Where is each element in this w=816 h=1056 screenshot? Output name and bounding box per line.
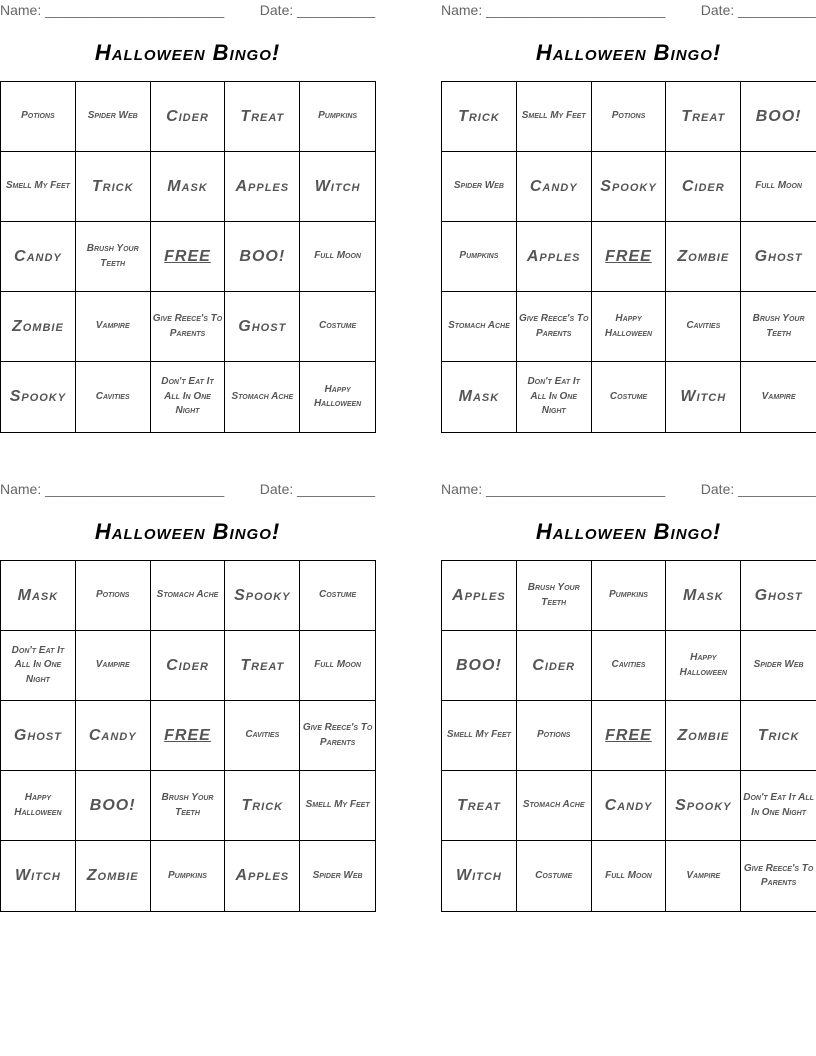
bingo-card-1 xyxy=(0,0,375,430)
bingo-cell[interactable]: Spider Web xyxy=(312,869,363,881)
card-title: Halloween Bingo! xyxy=(94,40,281,65)
name-field[interactable]: Name: _______________________ xyxy=(0,2,225,18)
bingo-cell[interactable]: BOO! xyxy=(225,222,300,292)
bingo-cell[interactable]: Potions xyxy=(517,701,592,771)
bingo-cell[interactable]: Give Reece's To Parents xyxy=(517,292,592,362)
bingo-cell[interactable]: Apples xyxy=(442,561,517,631)
bingo-card-3 xyxy=(0,479,375,909)
bingo-cell[interactable]: Cider xyxy=(151,631,226,701)
bingo-cell[interactable]: Witch xyxy=(1,841,76,911)
bingo-cell[interactable]: Brush Your Teeth xyxy=(741,292,816,362)
bingo-cell[interactable]: Potions xyxy=(592,82,667,152)
bingo-cell[interactable]: Treat xyxy=(225,631,300,701)
bingo-cell[interactable]: Smell My Feet xyxy=(1,152,76,222)
bingo-cell[interactable]: Smell My Feet xyxy=(517,82,592,152)
card-header xyxy=(441,2,816,20)
bingo-cell[interactable]: Stomach Ache xyxy=(517,771,592,841)
bingo-cell[interactable]: Zombie xyxy=(666,701,741,771)
bingo-cell[interactable]: Potions xyxy=(76,561,151,631)
bingo-cell[interactable]: Ghost xyxy=(1,701,76,771)
bingo-cell[interactable]: Don't Eat It All In One Night xyxy=(517,362,592,432)
bingo-cell[interactable]: Cider xyxy=(517,631,592,701)
bingo-cell[interactable]: Happy Halloween xyxy=(592,292,667,362)
bingo-cell[interactable]: Ghost xyxy=(741,561,816,631)
bingo-cell[interactable]: Mask xyxy=(442,362,517,432)
bingo-cell[interactable]: Mask xyxy=(666,561,741,631)
bingo-cell[interactable]: Happy Halloween xyxy=(313,383,362,409)
bingo-cell[interactable]: Stomach Ache xyxy=(151,561,226,631)
bingo-cell[interactable]: Costume xyxy=(517,841,592,911)
bingo-cell[interactable]: BOO! xyxy=(741,82,816,152)
date-field[interactable]: Date: __________ xyxy=(700,481,816,497)
bingo-card-2 xyxy=(441,0,816,430)
bingo-cell[interactable]: BOO! xyxy=(442,631,517,701)
bingo-cell[interactable]: Vampire xyxy=(76,631,151,701)
bingo-cell[interactable]: Treat xyxy=(442,771,517,841)
bingo-cell[interactable]: Cider xyxy=(151,82,226,152)
bingo-cell[interactable]: Apples xyxy=(517,222,592,292)
bingo-cell[interactable]: Trick xyxy=(741,701,816,771)
bingo-cell[interactable]: Zombie xyxy=(666,222,741,292)
bingo-cell[interactable]: Full Moon xyxy=(300,631,375,701)
bingo-cell[interactable]: Candy xyxy=(517,152,592,222)
bingo-cell[interactable]: Give Reece's To Parents xyxy=(300,701,375,771)
bingo-cell[interactable]: Cavities xyxy=(666,292,741,362)
bingo-cell[interactable]: Don't Eat It All In One Night xyxy=(1,631,76,701)
bingo-cell[interactable]: Cider xyxy=(666,152,741,222)
bingo-cell[interactable]: Zombie xyxy=(76,841,151,911)
bingo-card-4 xyxy=(441,479,816,909)
card-header xyxy=(441,481,816,499)
card-title: Halloween Bingo! xyxy=(94,519,281,544)
bingo-cell[interactable]: Apples xyxy=(225,841,300,911)
name-field[interactable]: Name: _______________________ xyxy=(0,481,225,497)
card-title: Halloween Bingo! xyxy=(535,519,722,544)
bingo-cell[interactable]: Happy Halloween xyxy=(1,771,76,841)
free-space[interactable]: FREE xyxy=(151,701,226,771)
free-space[interactable]: FREE xyxy=(592,701,667,771)
bingo-cell[interactable]: Potions xyxy=(1,82,76,152)
bingo-cell[interactable]: Full Moon xyxy=(592,841,667,911)
bingo-cell[interactable]: Mask xyxy=(1,561,76,631)
bingo-cell[interactable]: Cavities xyxy=(225,701,300,771)
bingo-cell[interactable]: BOO! xyxy=(76,771,151,841)
bingo-cell[interactable]: Spooky xyxy=(666,771,741,841)
bingo-grid xyxy=(0,560,376,912)
card-title: Halloween Bingo! xyxy=(535,40,722,65)
bingo-cell[interactable]: Happy Halloween xyxy=(666,631,741,701)
bingo-cell[interactable]: Candy xyxy=(592,771,667,841)
bingo-cell[interactable]: Vampire xyxy=(666,841,741,911)
bingo-cell[interactable]: Costume xyxy=(300,561,375,631)
bingo-cell[interactable]: Spooky xyxy=(592,152,667,222)
free-space[interactable]: FREE xyxy=(151,222,226,292)
bingo-cell[interactable]: Spooky xyxy=(225,561,300,631)
bingo-cell[interactable]: Witch xyxy=(666,362,741,432)
bingo-cell[interactable]: Costume xyxy=(300,292,375,362)
bingo-cell[interactable]: Cavities xyxy=(592,631,667,701)
bingo-cell[interactable]: Pumpkins xyxy=(300,82,375,152)
bingo-cell[interactable]: Witch xyxy=(300,152,375,222)
card-header xyxy=(0,2,375,20)
bingo-cell[interactable]: Zombie xyxy=(1,292,76,362)
bingo-cell[interactable]: Stomach Ache xyxy=(442,292,517,362)
bingo-cell[interactable]: Brush Your Teeth xyxy=(76,222,151,292)
bingo-cell[interactable]: Cavities xyxy=(76,362,151,432)
bingo-grid xyxy=(0,81,376,433)
bingo-cell[interactable]: Stomach Ache xyxy=(225,362,300,432)
bingo-cell[interactable]: Trick xyxy=(76,152,151,222)
bingo-cell[interactable]: Give Reece's To Parents xyxy=(743,862,814,888)
bingo-cell[interactable]: Trick xyxy=(442,82,517,152)
bingo-grid xyxy=(441,81,816,433)
bingo-cell[interactable]: Witch xyxy=(442,841,517,911)
bingo-cell[interactable]: Treat xyxy=(225,82,300,152)
bingo-cell[interactable]: Full Moon xyxy=(741,152,816,222)
bingo-cell[interactable]: Pumpkins xyxy=(592,561,667,631)
card-header xyxy=(0,481,375,499)
bingo-cell[interactable]: Spider Web xyxy=(76,82,151,152)
name-field[interactable]: Name: _______________________ xyxy=(441,481,666,497)
bingo-cell[interactable]: Pumpkins xyxy=(151,841,226,911)
date-field[interactable]: Date: __________ xyxy=(259,2,375,18)
bingo-cell[interactable]: Smell My Feet xyxy=(300,771,375,841)
bingo-cell[interactable]: Candy xyxy=(1,222,76,292)
bingo-grid xyxy=(441,560,816,912)
bingo-cell[interactable]: Spooky xyxy=(1,362,76,432)
bingo-cell[interactable]: Brush Your Teeth xyxy=(517,561,592,631)
date-field[interactable]: Date: __________ xyxy=(700,2,816,18)
bingo-cell[interactable]: Spider Web xyxy=(442,152,517,222)
bingo-cell[interactable]: Don't Eat It All In One Night xyxy=(741,771,816,841)
bingo-cell[interactable]: Candy xyxy=(76,701,151,771)
bingo-cell[interactable]: Apples xyxy=(225,152,300,222)
bingo-cell[interactable]: Vampire xyxy=(761,390,796,402)
free-space[interactable]: FREE xyxy=(592,222,667,292)
date-field[interactable]: Date: __________ xyxy=(259,481,375,497)
bingo-cell[interactable]: Smell My Feet xyxy=(442,701,517,771)
name-field[interactable]: Name: _______________________ xyxy=(441,2,666,18)
bingo-cell[interactable]: Vampire xyxy=(76,292,151,362)
bingo-cell[interactable]: Costume xyxy=(592,362,667,432)
bingo-cell[interactable]: Spider Web xyxy=(741,631,816,701)
bingo-cell[interactable]: Give Reece's To Parents xyxy=(151,292,226,362)
bingo-cell[interactable]: Pumpkins xyxy=(442,222,517,292)
bingo-cell[interactable]: Treat xyxy=(666,82,741,152)
bingo-cell[interactable]: Trick xyxy=(225,771,300,841)
bingo-cell[interactable]: Mask xyxy=(151,152,226,222)
bingo-cell[interactable]: Don't Eat It All In One Night xyxy=(151,362,226,432)
bingo-cell[interactable]: Ghost xyxy=(225,292,300,362)
bingo-cell[interactable]: Brush Your Teeth xyxy=(151,771,226,841)
bingo-cell[interactable]: Ghost xyxy=(741,222,816,292)
bingo-cell[interactable]: Full Moon xyxy=(300,222,375,292)
